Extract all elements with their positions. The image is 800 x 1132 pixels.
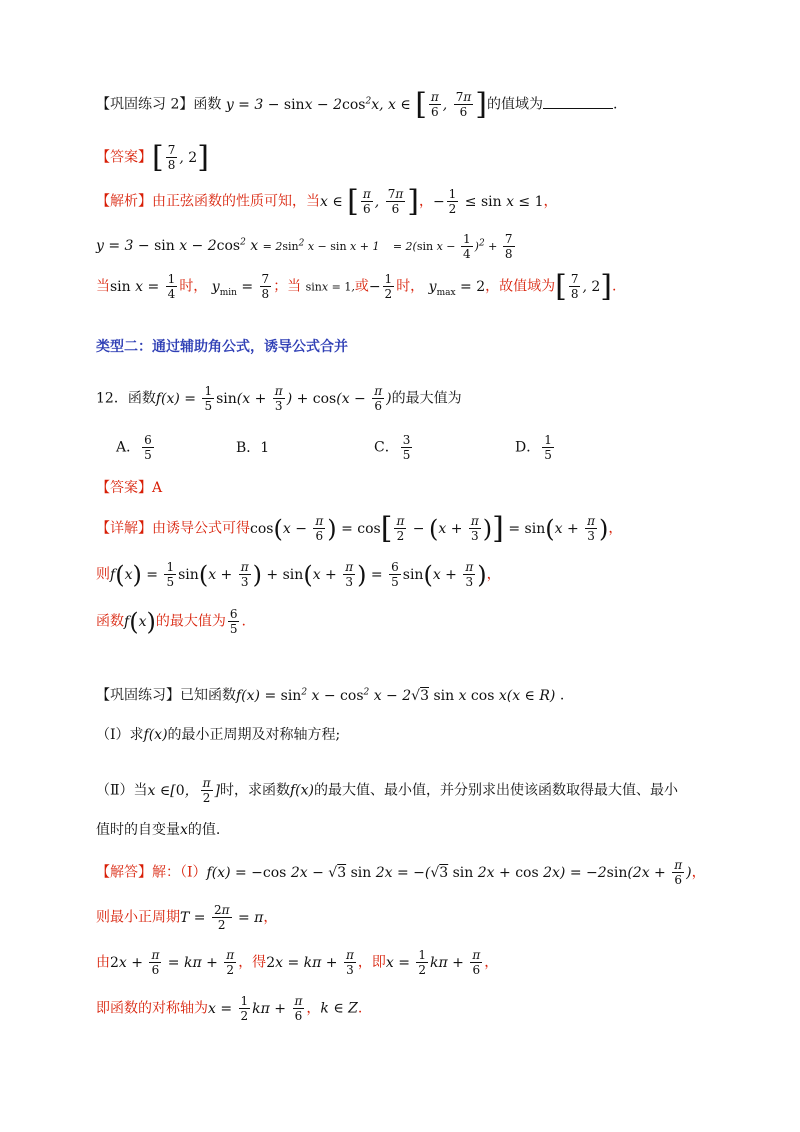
exercise-3: 【巩固练习】已知函数$f(x) = \sin^2 x - \cos^2 x - 2√3$ sin x cos x(x ∈ R) . (96, 687, 565, 704)
exercise-2: 【巩固练习 2】函数 $y = 3 - \sin x - 2\cos^2x$, x ∈ [ $\frac{\pi}{6}$ , $\frac{7\pi}{6}$ ]的值域为 . (96, 86, 618, 122)
section-title-type-2: 类型二：通过辅助角公式，诱导公式合并 (96, 339, 348, 355)
analysis-line-1: 【解析】由正弦函数的性质可知，当x ∈ [ $\frac{\pi}{6}$ , $\frac{7\pi}{6}$ ]，− $\frac{1}{2}$ ≤ sin x ≤ 1， (96, 183, 558, 219)
answer-2: 【答案】A (96, 480, 163, 496)
option-d[interactable]: D． $\frac{1}{5}$ (515, 433, 552, 462)
solution-line-4: 即函数的对称轴为x = $\frac{1}{2}$ kπ + $\frac{\pi}{6}$ ，k ∈ Z. (96, 994, 363, 1023)
analysis-line-2: $y = 3 - \sin x - 2\cos^2$ $x = 2\sin^2$ x − sin x + 1 = 2(sin x − $\frac{1}{4}$ )$^2$ + $\frac{7}{8}$ (96, 232, 513, 262)
analysis-line-3: 当sin x = $\frac{1}{4}$ 时， $y_{min}$ = $\frac{7}{8}$ ；当 sinx = 1,或− $\frac{1}{2}$ 时， $y_{max} = 2$，故值域为[ $\frac{7}{8}$ , 2]. (96, 268, 617, 304)
question-12: 12．函数f(x) = $\frac{1}{5}$ sin(x + $\frac{\pi}{3}$ ) + cos(x − $\frac{\pi}{6}$ )的最大值为 (96, 384, 462, 413)
answer-1: 【答案】[ $\frac{7}{8}$ , 2] (96, 139, 209, 175)
exercise-3-part-1: （Ⅰ）求f(x)的最小正周期及对称轴方程; (96, 727, 341, 743)
answer-1-formula: [ $\frac{7}{8}$ , 2] (152, 139, 209, 175)
detail-line-3: 函数f(x)的最大值为 $\frac{6}{5}$ . (96, 607, 246, 636)
exercise-3-part-2: （Ⅱ）当x ∈[0， $\frac{\pi}{2}$ ]时，求函数f(x)的最大值、最小值，并分别求出使该函数取得最大值、最小 (96, 776, 678, 805)
exercise-3-part-2-cont: 值时的自变量x的值. (96, 822, 221, 838)
option-a[interactable]: A． $\frac{6}{5}$ (116, 433, 152, 462)
solution-line-3: 由2x + $\frac{\pi}{6}$ = kπ + $\frac{\pi}{2}$ ，得2x = kπ + $\frac{\pi}{3}$ ，即x = $\frac{1}{2}$ kπ + $\frac{\pi}{6}$ ， (96, 948, 499, 977)
option-b[interactable]: B．1 (236, 440, 270, 456)
solution-line-2: 则最小正周期T = $\frac{2\pi}{2}$ = π， (96, 903, 278, 932)
exercise-2-tag: 【巩固练习 2】 (96, 96, 194, 113)
exercise-2-formula: $y = 3 - \sin x - 2\cos^2x$, x ∈ [ $\frac{\pi}{6}$ , $\frac{7\pi}{6}$ ] (225, 86, 487, 122)
detail-line-1: 【详解】由诱导公式可得cos(x − $\frac{\pi}{6}$ ) = cos[ $\frac{\pi}{2}$ − (x + $\frac{\pi}{3}$ )] = sin(x + $\frac{\pi}{3}$ )， (96, 510, 623, 546)
option-c[interactable]: C． $\frac{3}{5}$ (374, 433, 411, 462)
solution-line-1: 【解答】解：（Ⅰ）f(x) = −cos 2x − √3 sin 2x = −(√3 sin 2x + cos 2x) = −2sin(2x + $\frac{\pi}{6}$ )， (96, 858, 706, 887)
answer-blank[interactable] (543, 94, 613, 109)
detail-line-2: 则f(x) = $\frac{1}{5}$ sin(x + $\frac{\pi}{3}$ ) + sin(x + $\frac{\pi}{3}$ ) = $\frac{6}{5}$ sin(x + $\frac{\pi}{3}$ )， (96, 560, 501, 589)
